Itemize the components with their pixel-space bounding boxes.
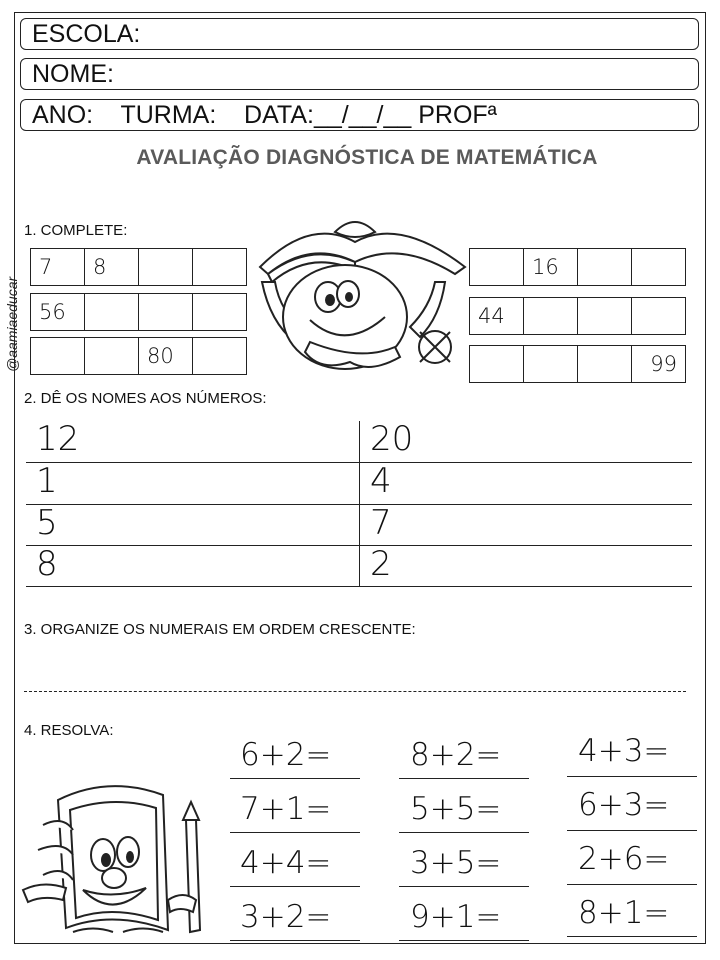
grid-cell[interactable] [470, 249, 524, 286]
grid-cell[interactable]: 7 [31, 249, 85, 286]
section-4-label: 4. RESOLVA: [24, 722, 114, 739]
grid-cell[interactable] [85, 338, 139, 375]
class-date-field[interactable]: ANO: TURMA: DATA:__/__/__ PROFª [20, 99, 699, 131]
answer-line[interactable] [567, 884, 697, 885]
notebook-mascot-illustration [18, 780, 218, 945]
complete-grid-right-row-1 [469, 248, 686, 286]
grid-cell[interactable] [578, 249, 632, 286]
names-line [26, 545, 692, 546]
complete-grid-left-row-3 [30, 337, 247, 375]
grid-cell[interactable] [632, 298, 686, 335]
names-line [26, 586, 692, 587]
sum-problem: 6+3= [578, 787, 670, 823]
section-3-label: 3. ORGANIZE OS NUMERAIS EM ORDEM CRESCENTE: [24, 621, 416, 638]
number-left: 8 [36, 544, 58, 584]
answer-line[interactable] [567, 830, 697, 831]
grid-cell[interactable]: 80 [139, 338, 193, 375]
complete-grid-right-row-3 [469, 345, 686, 383]
answer-line[interactable] [230, 832, 360, 833]
grid-cell[interactable]: 99 [632, 346, 686, 383]
answer-line[interactable] [567, 776, 697, 777]
answer-line[interactable] [567, 936, 697, 937]
grid-cell[interactable] [193, 249, 247, 286]
sum-problem: 6+2= [240, 737, 332, 773]
answer-line[interactable] [399, 886, 529, 887]
number-left: 5 [36, 503, 58, 543]
answer-line[interactable] [399, 832, 529, 833]
grid-cell[interactable] [139, 294, 193, 331]
answer-line[interactable] [230, 778, 360, 779]
grid-cell[interactable] [578, 346, 632, 383]
grid-cell[interactable] [524, 298, 578, 335]
grid-cell[interactable] [31, 338, 85, 375]
grid-cell[interactable] [470, 346, 524, 383]
section-2-label: 2. DÊ OS NOMES AOS NÚMEROS: [24, 390, 267, 407]
sum-problem: 8+1= [578, 895, 670, 931]
grid-cell[interactable] [139, 249, 193, 286]
complete-grid-left-row-2 [30, 293, 247, 331]
book-mascot-illustration [250, 212, 470, 382]
number-right: 2 [370, 544, 392, 584]
sum-problem: 7+1= [240, 791, 332, 827]
sum-problem: 5+5= [410, 791, 502, 827]
names-line [26, 504, 692, 505]
grid-cell[interactable]: 56 [31, 294, 85, 331]
answer-dashed-line[interactable] [24, 691, 686, 692]
names-line [26, 462, 692, 463]
number-right: 20 [370, 419, 414, 459]
grid-cell[interactable] [85, 294, 139, 331]
complete-grid-left-row-1 [30, 248, 247, 286]
sum-problem: 2+6= [578, 841, 670, 877]
answer-line[interactable] [399, 940, 529, 941]
sum-problem: 4+4= [240, 845, 332, 881]
number-left: 12 [36, 419, 80, 459]
complete-grid-right-row-2 [469, 297, 686, 335]
grid-cell[interactable]: 8 [85, 249, 139, 286]
name-field[interactable]: NOME: [20, 58, 699, 90]
grid-cell[interactable] [193, 338, 247, 375]
answer-line[interactable] [230, 940, 360, 941]
grid-cell[interactable]: 44 [470, 298, 524, 335]
grid-cell[interactable] [632, 249, 686, 286]
sum-problem: 3+2= [240, 899, 332, 935]
grid-cell[interactable]: 16 [524, 249, 578, 286]
answer-line[interactable] [399, 778, 529, 779]
sum-problem: 4+3= [578, 733, 670, 769]
number-left: 1 [36, 461, 58, 501]
page-title: AVALIAÇÃO DIAGNÓSTICA DE MATEMÁTICA [136, 146, 598, 169]
number-right: 7 [370, 503, 392, 543]
grid-cell[interactable] [524, 346, 578, 383]
grid-cell[interactable] [193, 294, 247, 331]
section-1-label: 1. COMPLETE: [24, 222, 128, 239]
watermark: @aamiaeducar [4, 276, 20, 372]
school-field[interactable]: ESCOLA: [20, 18, 699, 50]
sum-problem: 8+2= [410, 737, 502, 773]
grid-cell[interactable] [578, 298, 632, 335]
number-right: 4 [370, 461, 392, 501]
sum-problem: 3+5= [410, 845, 502, 881]
sum-problem: 9+1= [410, 899, 502, 935]
answer-line[interactable] [230, 886, 360, 887]
